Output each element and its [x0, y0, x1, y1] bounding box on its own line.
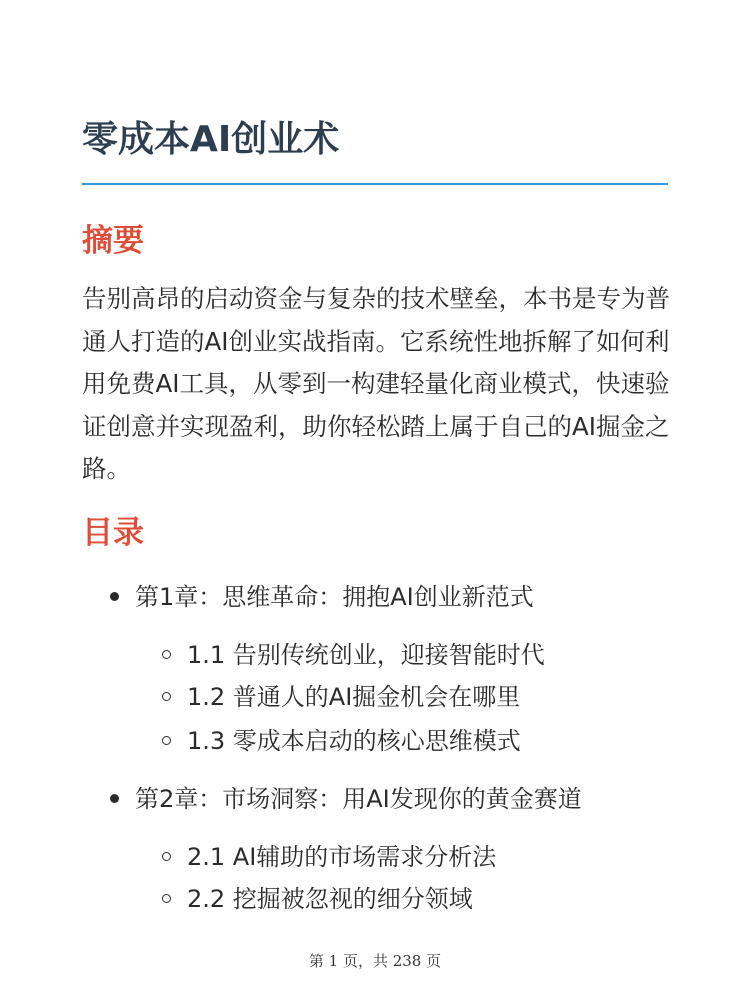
toc-section-1-1	[162, 638, 545, 672]
toc-section-1-2	[162, 680, 520, 714]
toc-section-label: 1.3 零成本启动的核心思维模式	[187, 727, 521, 755]
circle-bullet-icon	[162, 894, 171, 903]
toc-heading: 目录	[82, 515, 144, 551]
toc-section-2-2	[162, 882, 473, 916]
toc-section-2-1	[162, 840, 496, 874]
toc-section-1-3	[162, 724, 521, 758]
toc-chapter-label: 第2章：市场洞察：用AI发现你的黄金赛道	[135, 785, 582, 813]
toc-chapter-1	[110, 580, 534, 614]
toc-section-label: 1.1 告别传统创业，迎接智能时代	[187, 641, 545, 669]
abstract-text: 告别高昂的启动资金与复杂的技术壁垒，本书是专为普通人打造的AI创业实战指南。它系统性地拆解了如何利用免费AI工具，从零到一构建轻量化商业模式，快速验证创意并实现盈利，助你轻松踏上属于自己的AI掘金之路。	[82, 284, 670, 483]
title-divider	[82, 183, 668, 185]
toc-section-label: 1.2 普通人的AI掘金机会在哪里	[187, 683, 521, 711]
circle-bullet-icon	[162, 736, 171, 745]
document-title: 零成本AI创业术	[82, 119, 340, 160]
toc-section-label: 2.2 挖掘被忽视的细分领域	[187, 885, 473, 913]
toc-section-label: 2.1 AI辅助的市场需求分析法	[187, 843, 497, 871]
circle-bullet-icon	[162, 692, 171, 701]
abstract-heading: 摘要	[82, 223, 144, 259]
bullet-icon	[110, 794, 119, 803]
page-footer: 第 1 页，共 238 页	[308, 952, 442, 970]
circle-bullet-icon	[162, 852, 171, 861]
bullet-icon	[110, 592, 119, 601]
toc-chapter-label: 第1章：思维革命：拥抱AI创业新范式	[135, 583, 534, 611]
circle-bullet-icon	[162, 650, 171, 659]
toc-chapter-2	[110, 782, 582, 816]
